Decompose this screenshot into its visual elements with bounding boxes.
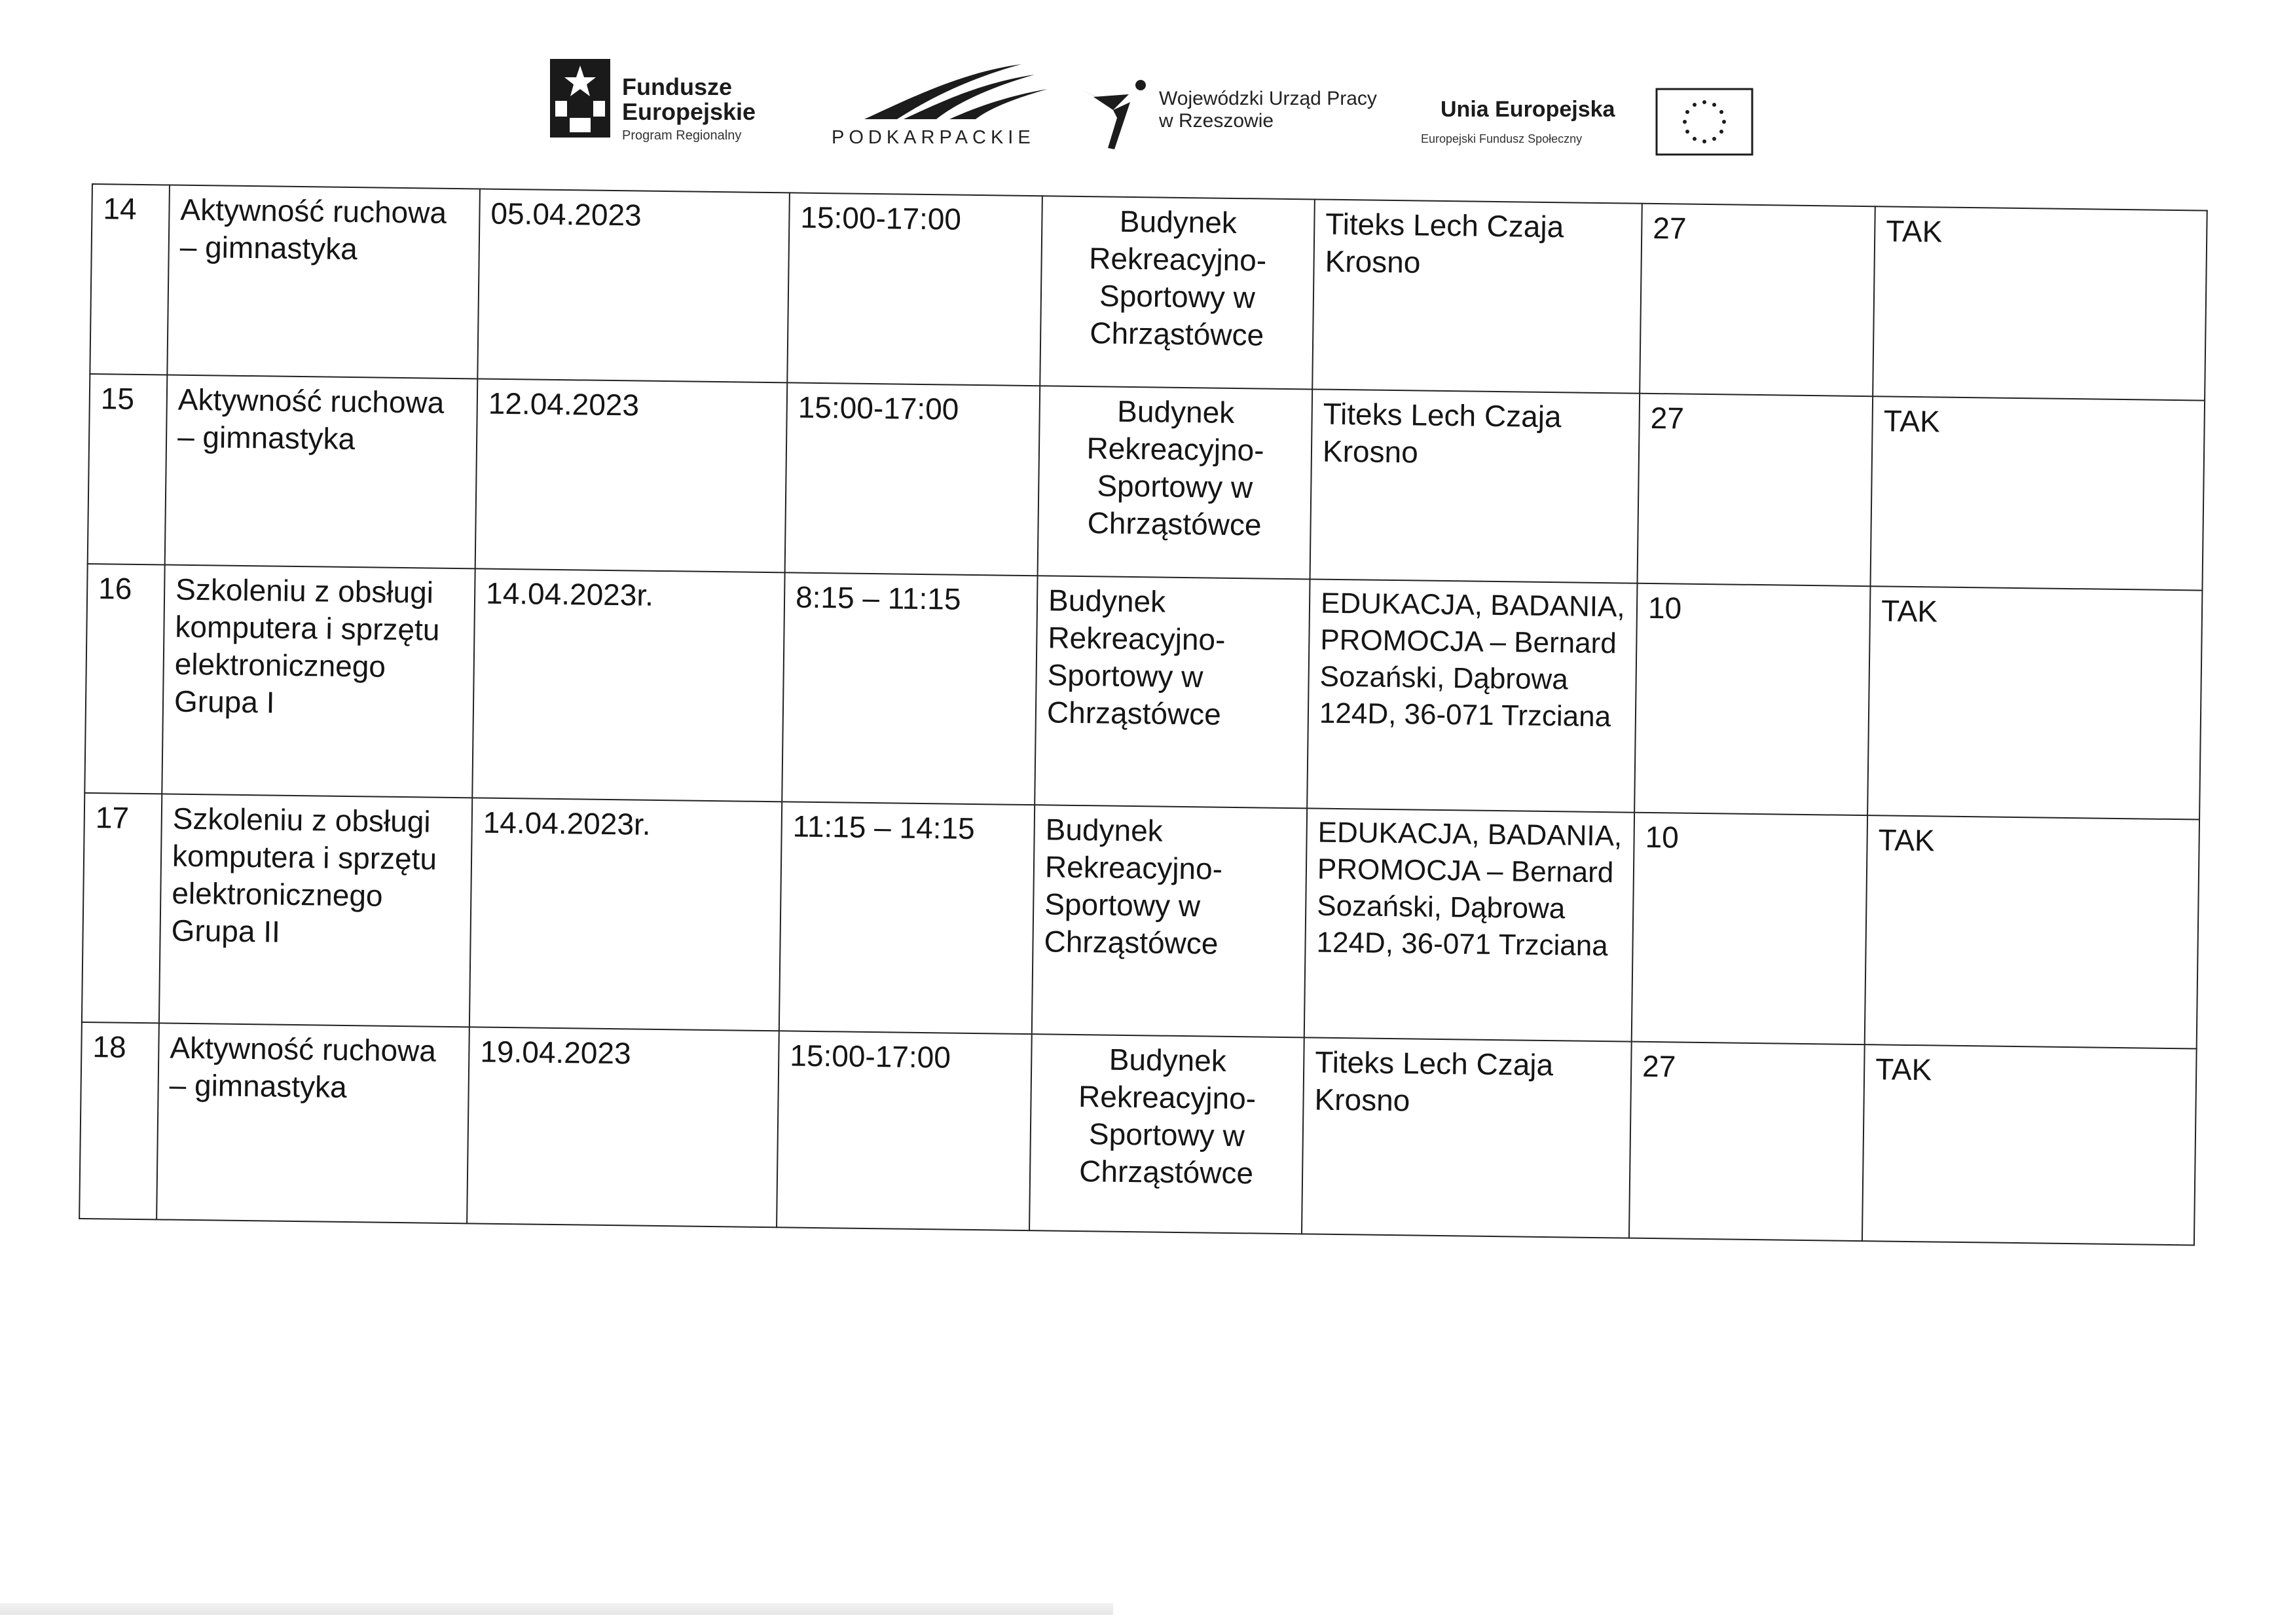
podkarpackie-logo [832,59,1054,157]
logo-header [537,46,1781,170]
activity-date: 14.04.2023r. [472,568,784,802]
activity-date: 14.04.2023r. [469,798,782,1031]
bird-icon [1074,71,1152,156]
participants-count: 27 [1638,394,1873,586]
activity-time: 11:15 – 14:15 [779,802,1035,1034]
schedule-table [79,183,2208,1246]
activity-place: Budynek Rekreacyjno-Sportowy w Chrząstówce [1032,805,1307,1037]
activity-name: Aktywność ruchowa – gimnastyka [165,375,478,568]
ue-title: Unia Europejska [1441,97,1615,122]
schedule-table-wrapper [79,183,2207,1246]
activity-organizer: EDUKACJA, BADANIA, PROMOCJA – Bernard Sozański, Dąbrowa 124D, 36-071 Trzciana [1304,808,1634,1041]
activity-organizer: Titeks Lech Czaja Krosno [1310,389,1640,583]
participants-count: 10 [1634,583,1870,815]
activity-organizer: Titeks Lech Czaja Krosno [1312,199,1642,393]
scan-edge-shadow [0,1603,1113,1615]
activity-date: 19.04.2023 [467,1027,779,1227]
activity-time: 15:00-17:00 [787,193,1042,386]
activity-place: Budynek Rekreacyjno-Sportowy w Chrząstówce [1038,386,1313,579]
activity-name: Szkoleniu z obsługi komputera i sprzętu elektronicznego Grupa I [162,564,475,798]
row-number: 16 [84,564,164,794]
completed-status: TAK [1862,1044,2197,1245]
table-row [84,564,2202,820]
activity-place: Budynek Rekreacyjno-Sportowy w Chrząstówce [1040,196,1315,389]
star-figure-icon [550,59,610,138]
wup-line1: Wojewódzki Urząd Pracy [1159,88,1377,109]
activity-time: 8:15 – 11:15 [782,572,1037,805]
table-row [88,374,2205,591]
podkarpackie-text: PODKARPACKIE [832,127,1035,148]
activity-organizer: EDUKACJA, BADANIA, PROMOCJA – Bernard Sozański, Dąbrowa 124D, 36-071 Trzciana [1307,579,1637,812]
activity-place: Budynek Rekreacyjno-Sportowy w Chrząstówce [1029,1034,1304,1234]
participants-count: 10 [1632,813,1867,1044]
wing-swoosh-icon [858,59,1054,124]
table-row [82,793,2199,1049]
completed-status: TAK [1867,586,2202,819]
fundusze-line1: Fundusze [622,73,732,100]
completed-status: TAK [1873,206,2207,400]
activity-place: Budynek Rekreacyjno-Sportowy w Chrząstówce [1035,576,1310,808]
fundusze-europejskie-logo [550,59,812,157]
participants-count: 27 [1640,204,1875,396]
wup-logo [1074,59,1414,157]
activity-time: 15:00-17:00 [777,1031,1032,1230]
activity-name: Aktywność ruchowa – gimnastyka [156,1023,469,1223]
activity-date: 12.04.2023 [475,378,788,572]
table-row [90,184,2207,401]
fundusze-sub: Program Regionalny [622,128,742,143]
row-number: 15 [88,374,168,564]
eu-flag-icon [1655,88,1753,156]
participants-count: 27 [1629,1042,1865,1241]
row-number: 17 [82,793,162,1023]
row-number: 14 [90,184,170,375]
table-row [79,1022,2197,1246]
activity-name: Szkoleniu z obsługi komputera i sprzętu elektronicznego Grupa II [159,794,472,1027]
activity-organizer: Titeks Lech Czaja Krosno [1302,1037,1632,1238]
activity-date: 05.04.2023 [477,189,790,382]
completed-status: TAK [1870,396,2205,590]
wup-line2: w Rzeszowie [1159,110,1274,132]
fundusze-line2: Europejskie [622,98,756,125]
ue-sub: Europejski Fundusz Społeczny [1421,132,1583,145]
row-number: 18 [79,1022,159,1219]
unia-europejska-logo [1421,59,1781,170]
activity-time: 15:00-17:00 [785,382,1040,576]
activity-name: Aktywność ruchowa – gimnastyka [167,185,480,378]
completed-status: TAK [1865,815,2199,1048]
